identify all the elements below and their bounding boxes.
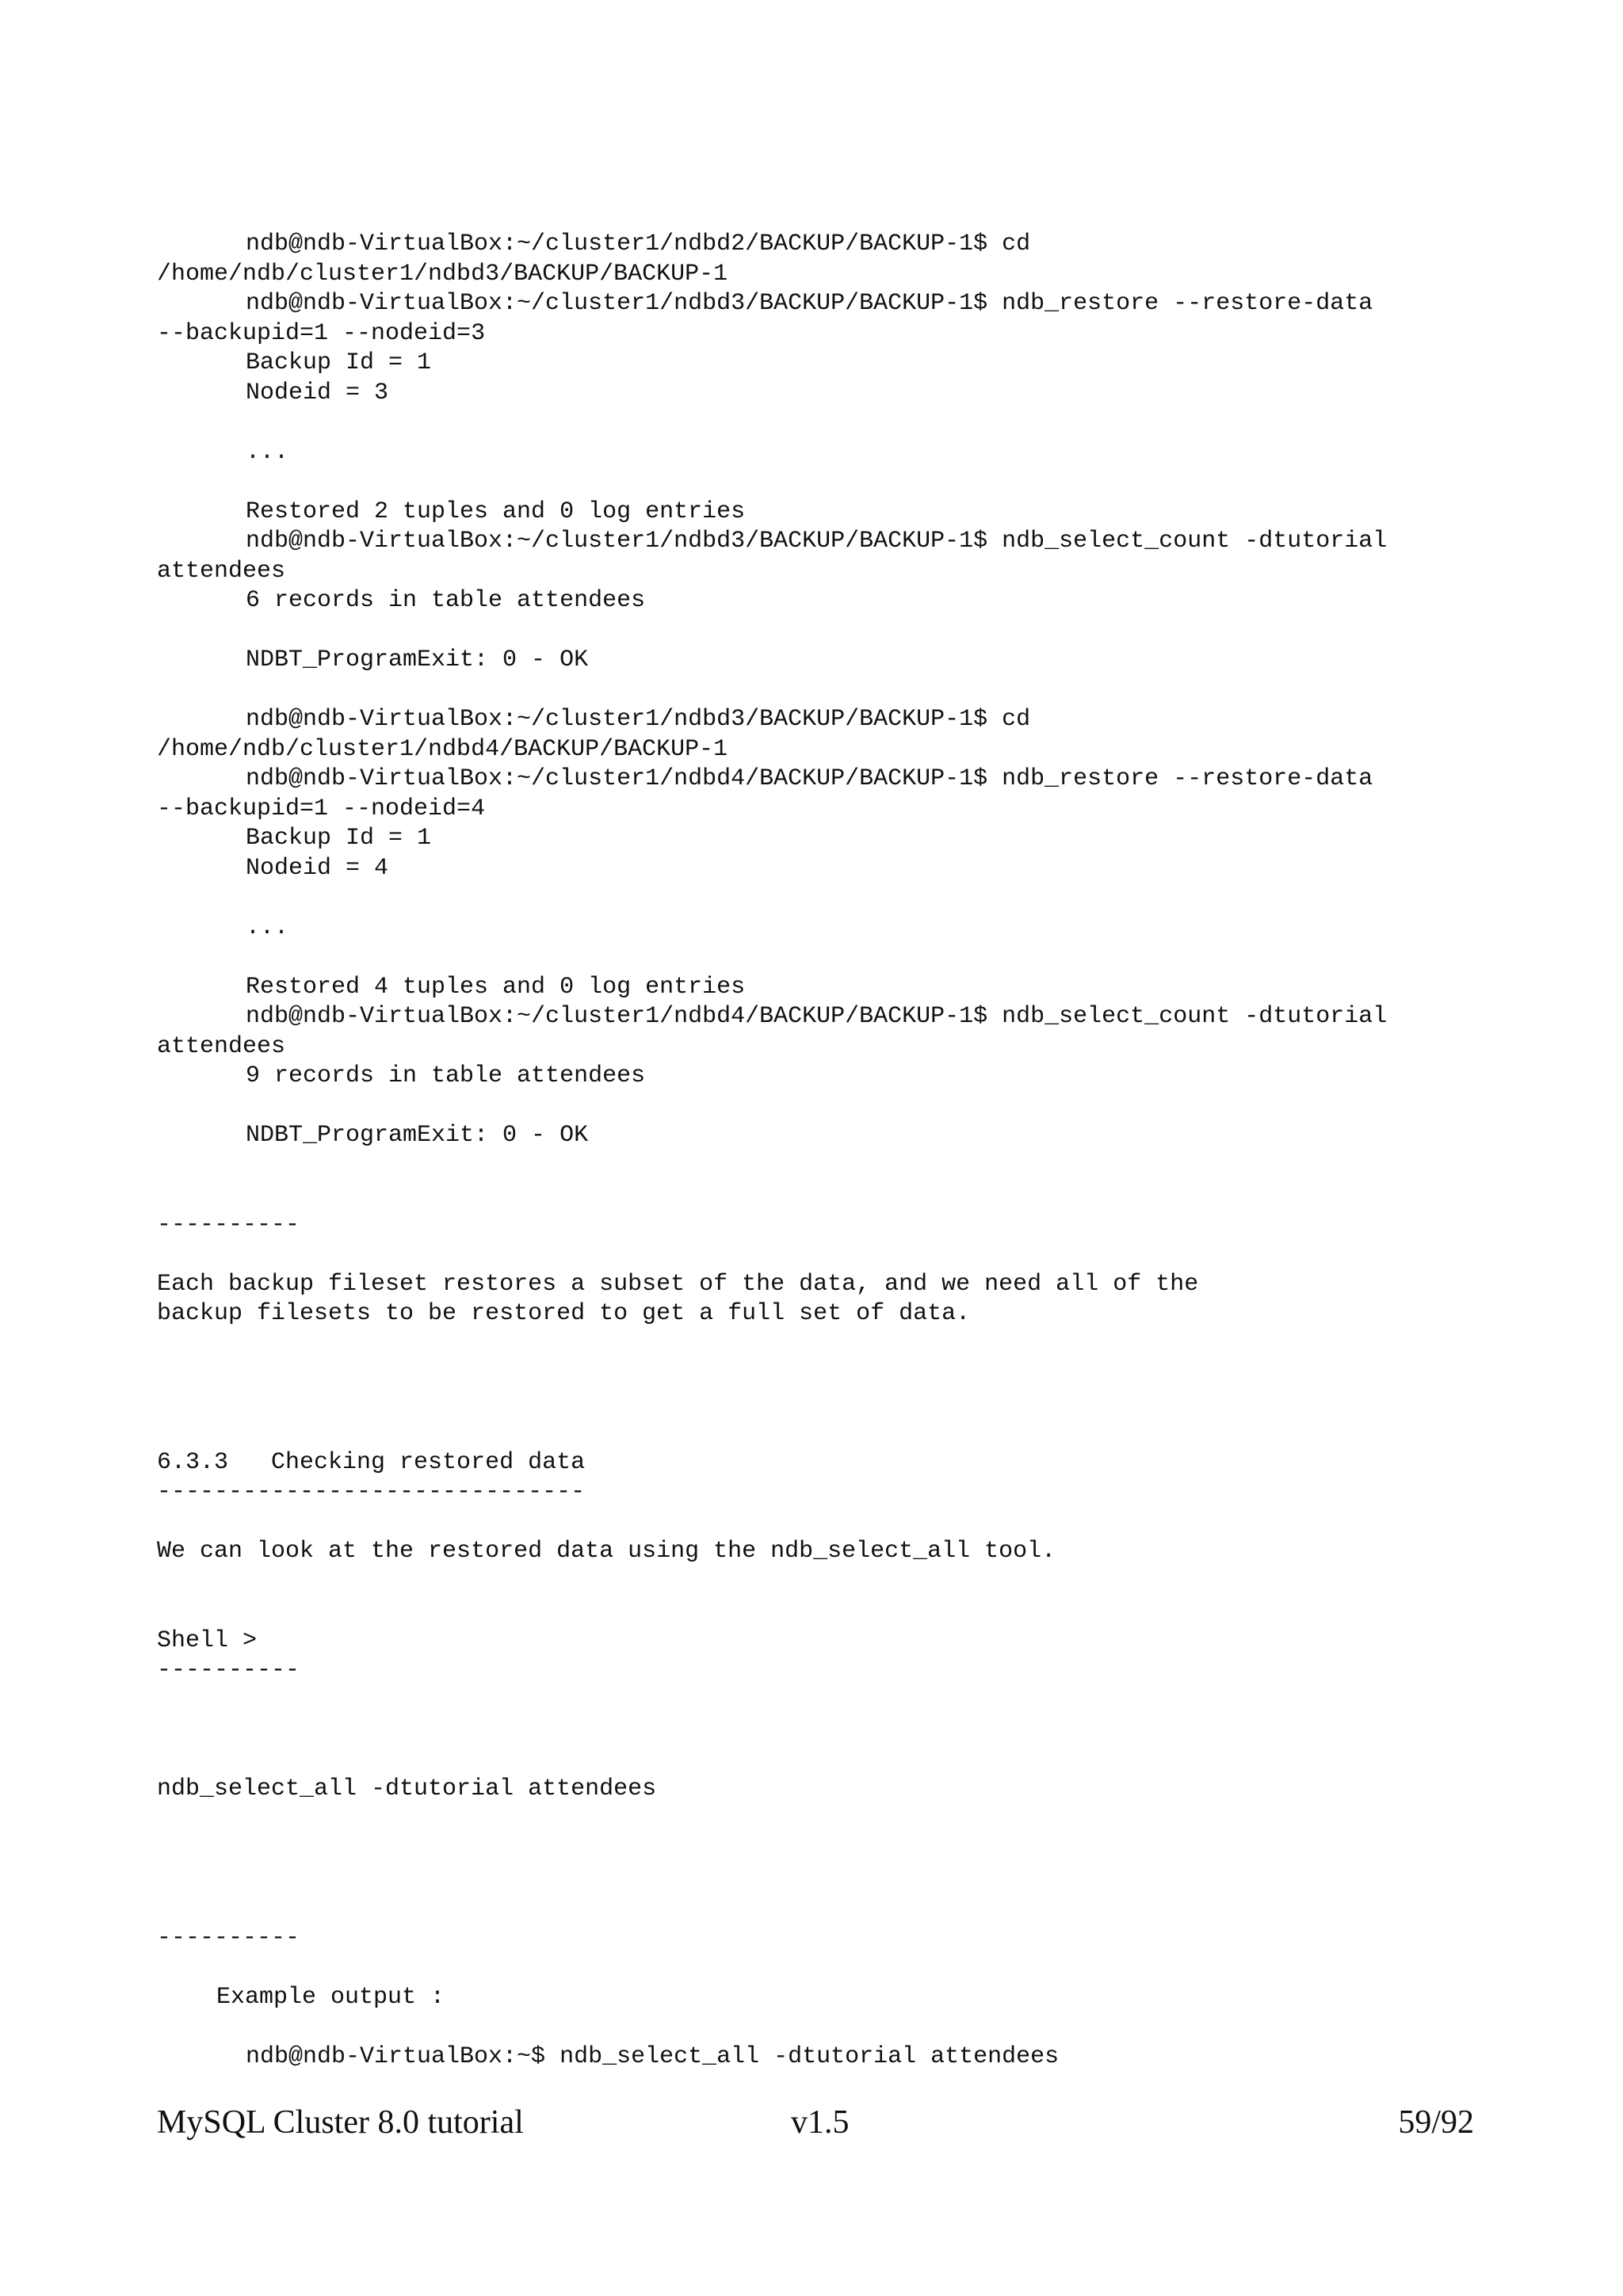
text-line: ... <box>246 913 289 941</box>
blank-line <box>157 408 1583 438</box>
blank-line <box>157 943 1583 973</box>
text-line: ---------- <box>157 1657 300 1684</box>
text-line: 9 records in table attendees <box>246 1062 646 1089</box>
text-line: Nodeid = 3 <box>246 379 389 406</box>
text-line: /home/ndb/cluster1/ndbd3/BACKUP/BACKUP-1 <box>157 260 728 288</box>
text-line: ... <box>246 438 289 466</box>
text-line: ndb@ndb-VirtualBox:~/cluster1/ndbd4/BACKUP/BACKUP-1$ ndb_select_count -dtutorial <box>246 1003 1388 1030</box>
blank-line <box>157 1596 1583 1627</box>
blank-line <box>157 883 1583 913</box>
blank-line <box>157 1151 1583 1181</box>
text-line: ndb@ndb-VirtualBox:~/cluster1/ndbd2/BACKUP/BACKUP-1$ cd <box>246 231 1031 257</box>
text-line: Each backup fileset restores a subset of the data, and we need all of the <box>157 1270 1199 1298</box>
footer-page-number: 59/92 <box>1398 2104 1474 2141</box>
text-line: ---------- <box>157 1211 300 1238</box>
text-line: attendees <box>157 557 286 585</box>
blank-line <box>157 1953 1583 1983</box>
blank-line <box>157 1834 1583 1864</box>
text-line: ndb@ndb-VirtualBox:~/cluster1/ndbd4/BACKUP/BACKUP-1$ ndb_restore --restore-data <box>246 765 1373 792</box>
blank-line <box>157 1508 1583 1538</box>
blank-line <box>157 1389 1583 1419</box>
blank-line <box>157 1180 1583 1211</box>
text-line: ndb@ndb-VirtualBox:~/cluster1/ndbd3/BACKUP/BACKUP-1$ cd <box>246 706 1031 733</box>
footer-title: MySQL Cluster 8.0 tutorial <box>157 2104 524 2141</box>
blank-line <box>157 467 1583 498</box>
blank-line <box>157 2012 1583 2042</box>
text-line: 6.3.3 Checking restored data <box>157 1448 586 1476</box>
blank-line <box>157 1092 1583 1122</box>
blank-line <box>157 1240 1583 1270</box>
text-line: NDBT_ProgramExit: 0 - OK <box>246 646 589 673</box>
text-line: Backup Id = 1 <box>246 825 432 852</box>
blank-line <box>157 1567 1583 1597</box>
blank-line <box>157 616 1583 646</box>
text-line: attendees <box>157 1032 286 1060</box>
blank-line <box>157 1715 1583 1745</box>
text-line: ---------- <box>157 1924 300 1951</box>
blank-line <box>157 1805 1583 1835</box>
text-line: We can look at the restored data using the ndb_select_all tool. <box>157 1538 1056 1565</box>
text-line: Restored 2 tuples and 0 log entries <box>246 498 746 525</box>
blank-line <box>157 1359 1583 1389</box>
blank-line <box>157 1745 1583 1775</box>
text-line: --backupid=1 --nodeid=4 <box>157 795 486 822</box>
blank-line <box>157 1686 1583 1716</box>
text-line: NDBT_ProgramExit: 0 - OK <box>246 1122 589 1149</box>
blank-line <box>157 1894 1583 1924</box>
blank-line <box>157 1864 1583 1894</box>
text-line: --backupid=1 --nodeid=3 <box>157 319 486 347</box>
page-footer <box>157 2103 1474 2151</box>
text-line: Backup Id = 1 <box>246 349 432 376</box>
text-line: ndb@ndb-VirtualBox:~$ ndb_select_all -dtutorial attendees <box>246 2042 1060 2070</box>
text-line: Shell > <box>157 1627 258 1654</box>
footer-version: v1.5 <box>791 2104 850 2141</box>
blank-line <box>157 1418 1583 1448</box>
text-line: Example output : <box>216 1983 445 2011</box>
text-line: ------------------------------ <box>157 1478 586 1505</box>
document-body <box>157 230 1583 2072</box>
blank-line <box>157 676 1583 706</box>
text-line: ndb@ndb-VirtualBox:~/cluster1/ndbd3/BACKUP/BACKUP-1$ ndb_select_count -dtutorial <box>246 528 1388 555</box>
text-line: ndb_select_all -dtutorial attendees <box>157 1775 657 1802</box>
text-line: Restored 4 tuples and 0 log entries <box>246 973 746 1001</box>
text-line: ndb@ndb-VirtualBox:~/cluster1/ndbd3/BACKUP/BACKUP-1$ ndb_restore --restore-data <box>246 290 1373 317</box>
text-line: /home/ndb/cluster1/ndbd4/BACKUP/BACKUP-1 <box>157 735 728 763</box>
blank-line <box>157 1329 1583 1360</box>
text-line: 6 records in table attendees <box>246 587 646 614</box>
text-line: backup filesets to be restored to get a full set of data. <box>157 1300 971 1327</box>
text-line: Nodeid = 4 <box>246 854 389 882</box>
